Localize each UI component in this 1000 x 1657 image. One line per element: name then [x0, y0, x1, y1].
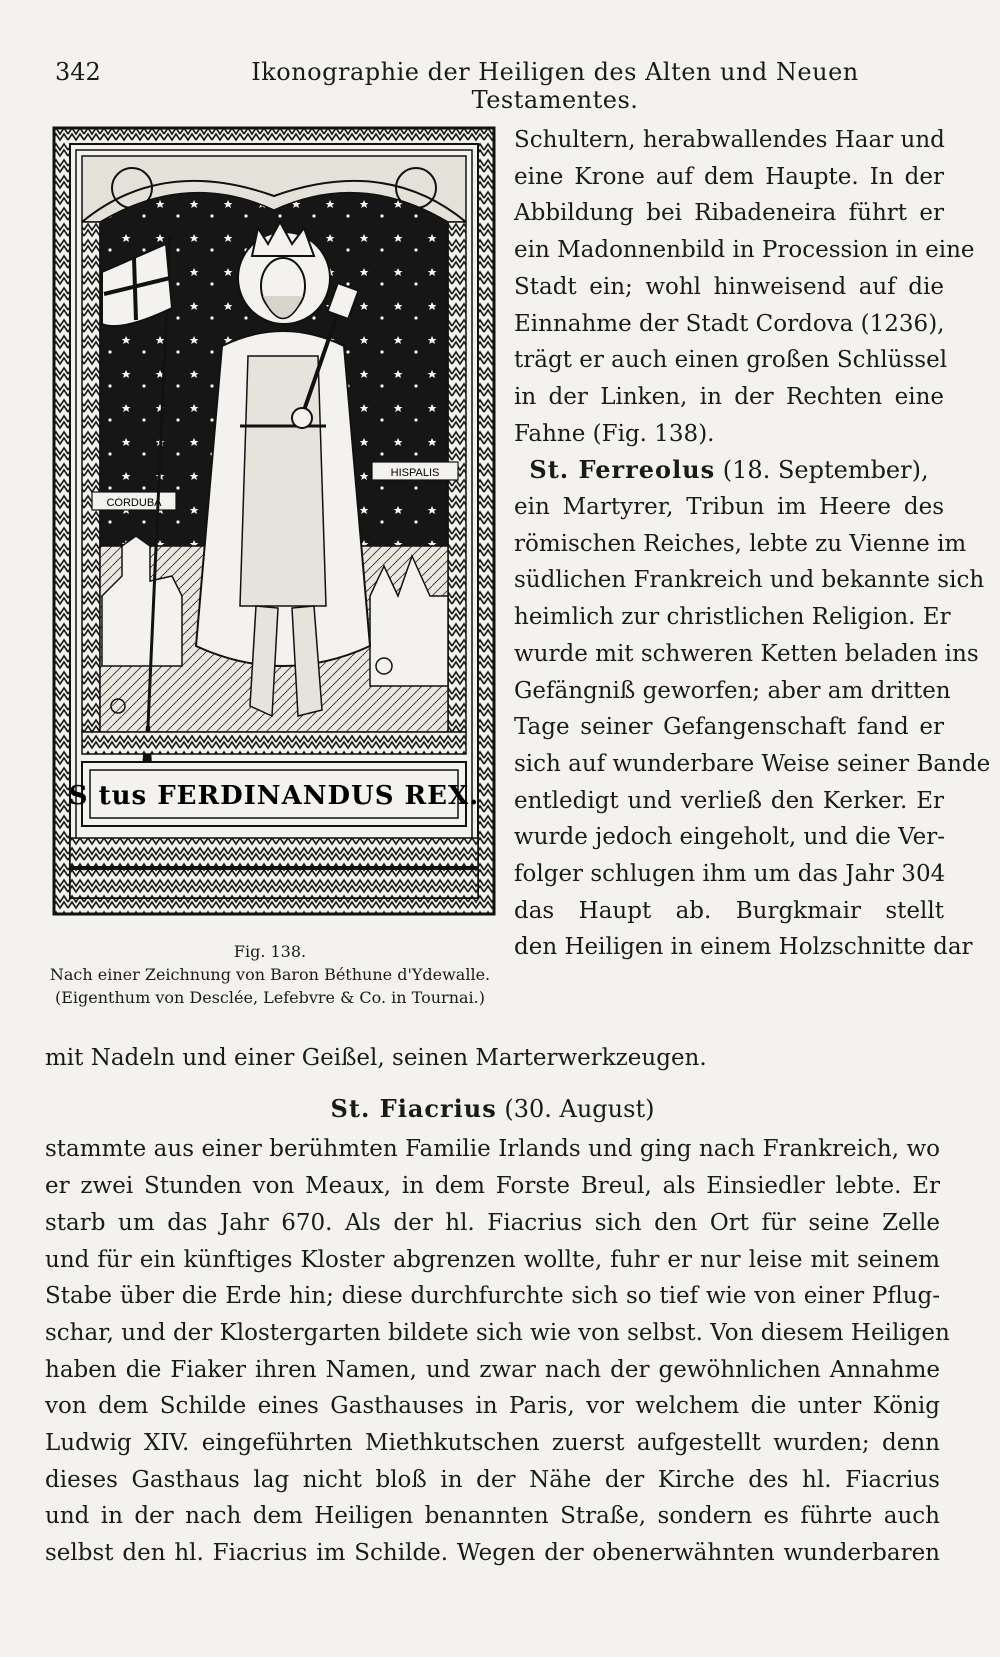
text-line: südlichen Frankreich und bekannte sich	[514, 567, 985, 594]
text-line: Gefängniß geworfen; aber am dritten	[514, 677, 951, 704]
text-line: dieses Gasthaus lag nicht bloß in der Nähe der Kirche des hl. Fiacrius	[45, 1466, 940, 1493]
text-line: das Haupt ab. Burgkmair stellt	[514, 897, 944, 924]
text-line: selbst den hl. Fiacrius im Schilde. Wegen der obenerwähnten wunderbaren	[45, 1540, 940, 1567]
text-line: stammte aus einer berühmten Familie Irlands und ging nach Frankreich, wo	[45, 1136, 940, 1163]
label-hispalis: HISPALIS	[390, 467, 440, 479]
text-line: Stadt ein; wohl hinweisend auf die	[514, 273, 944, 300]
figure-caption	[40, 940, 500, 1009]
text-line: römischen Reiches, lebte zu Vienne im	[514, 530, 967, 557]
text-line: entledigt und verließ den Kerker. Er	[514, 787, 944, 814]
text-line: Tage seiner Gefangenschaft fand er	[514, 714, 944, 741]
text-line: wurde jedoch eingeholt, und die Ver-	[514, 824, 945, 851]
text-line: folger schlugen ihm um das Jahr 304	[514, 861, 946, 888]
text-line: haben die Fiaker ihren Namen, und zwar nach der gewöhnlichen Annahme	[45, 1356, 940, 1383]
text-line: schar, und der Klostergarten bildete sich wie von selbst. Von diesem Heiligen	[45, 1319, 950, 1346]
text-line: starb um das Jahr 670. Als der hl. Fiacrius sich den Ort für seine Zelle	[45, 1209, 940, 1236]
nameplate-text: S tus FERDINANDUS REX.	[68, 781, 480, 811]
woodcut-figure	[52, 126, 496, 916]
text-line: ein Martyrer, Tribun im Heere des	[514, 494, 944, 521]
heading-date: (30. August)	[504, 1094, 655, 1123]
text-line: in der Linken, in der Rechten eine	[514, 383, 944, 410]
heading-date: (18. September),	[722, 456, 929, 485]
text-line: Abbildung bei Ribadeneira führt er	[514, 200, 944, 227]
page-number: 342	[55, 58, 101, 86]
text-line: von dem Schilde eines Gasthauses in Paris, vor welchem die unter König	[45, 1393, 940, 1420]
caption-line-1: Nach einer Zeichnung von Baron Béthune d'Ydewalle.	[49, 965, 491, 984]
text-line: er zwei Stunden von Meaux, in dem Forste Breul, als Einsiedler lebte. Er	[45, 1173, 940, 1200]
text-line: Fahne (Fig. 138).	[514, 420, 715, 447]
saint-ferdinand-illustration	[52, 126, 496, 916]
heading-name: St. Ferreolus	[529, 455, 716, 485]
text-line: heimlich zur christlichen Religion. Er	[514, 604, 951, 631]
caption-line-2: (Eigenthum von Desclée, Lefebvre & Co. in Tournai.)	[55, 988, 485, 1007]
figure-number: Fig. 138.	[233, 942, 307, 961]
text-line: und für ein künftiges Kloster abgrenzen wollte, fuhr er nur leise mit seinem	[45, 1246, 940, 1273]
heading-name: St. Fiacrius	[330, 1093, 497, 1123]
section-heading-ferreolus	[514, 452, 944, 489]
text-line: eine Krone auf dem Haupte. In der	[514, 163, 944, 190]
right-text-column	[514, 122, 991, 966]
text-line: ein Madonnenbild in Procession in eine	[514, 237, 975, 264]
text-line: wurde mit schweren Ketten beladen ins	[514, 640, 979, 667]
text-line: Ludwig XIV. eingeführten Miethkutschen zuerst aufgestellt wurden; denn	[45, 1430, 940, 1457]
text-line: trägt er auch einen großen Schlüssel	[514, 347, 948, 374]
text-line: Stabe über die Erde hin; diese durchfurchte sich so tief wie von einer Pflug-	[45, 1283, 940, 1310]
section-heading-fiacrius	[45, 1091, 940, 1128]
text-line: sich auf wunderbare Weise seiner Bande	[514, 750, 991, 777]
running-title: Ikonographie der Heiligen des Alten und Neuen Testamentes.	[251, 58, 859, 114]
text-line: mit Nadeln und einer Geißel, seinen Marterwerkzeugen.	[45, 1045, 707, 1071]
text-line: den Heiligen in einem Holzschnitte dar	[514, 934, 973, 961]
label-corduba: CORDUBA	[106, 497, 162, 509]
text-line: Schultern, herabwallendes Haar und	[514, 127, 945, 153]
running-header	[55, 58, 935, 114]
full-width-text	[45, 1040, 950, 1572]
text-line: und in der nach dem Heiligen benannten Straße, sondern es führte auch	[45, 1503, 940, 1530]
text-line: Einnahme der Stadt Cordova (1236),	[514, 310, 945, 337]
